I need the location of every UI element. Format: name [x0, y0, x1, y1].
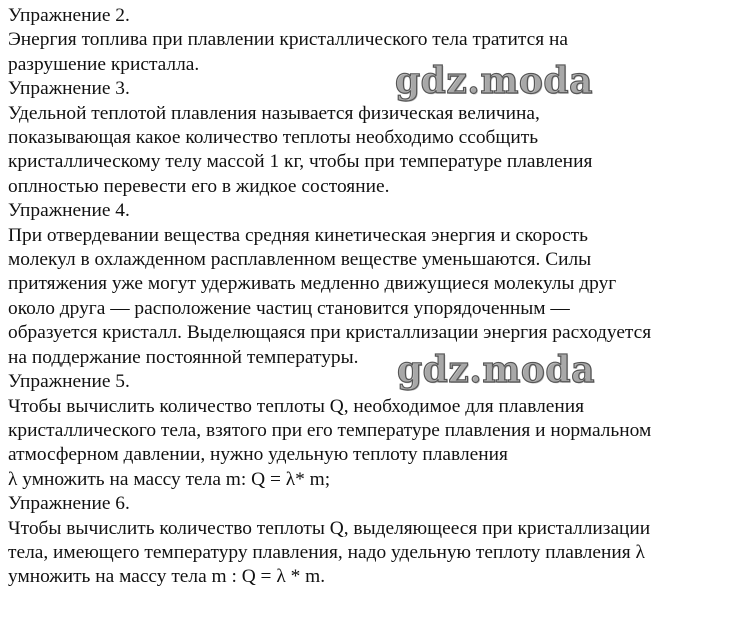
text-line: кристаллического тела, взятого при его температуре плавления и нормальном: [8, 419, 652, 441]
exercise-2-heading: Упражнение 2.: [8, 5, 130, 26]
text-line: атмосферном давлении, нужно удельную теплоту плавления: [8, 444, 508, 466]
watermark-logo: gdz.moda: [395, 60, 593, 102]
text-line: на поддержание постоянной температуры.: [8, 346, 359, 368]
document-body: [8, 4, 730, 590]
exercise-6-heading: Упражнение 6.: [8, 493, 130, 515]
text-line: Чтобы вычислить количество теплоты Q, необходимое для плавления: [8, 395, 585, 417]
exercise-4-heading: Упражнение 4.: [8, 200, 130, 222]
text-line: притяжения уже могут удерживать медленно движущиеся молекулы друг: [8, 273, 617, 295]
text-line: разрушение кристалла.: [8, 53, 200, 75]
exercise-3-heading: Упражнение 3.: [8, 78, 130, 100]
text-line: тела, имеющего температуру плавления, надо удельную теплоту плавления λ: [8, 541, 645, 563]
text-line: около друга — расположение частиц становится упорядоченным —: [8, 297, 570, 319]
text-line: Энергия топлива при плавлении кристаллического тела тратится на: [8, 29, 568, 51]
text-line: кристаллическому телу массой 1 кг, чтобы при температуре плавления: [8, 151, 593, 173]
text-line: образуется кристалл. Выделющаяся при кристаллизации энергия расходуется: [8, 322, 652, 344]
text-line: оплностью перевести его в жидкое состояние.: [8, 175, 390, 197]
formula-line: λ умножить на массу тела m: Q = λ* m;: [8, 468, 331, 490]
text-line: Удельной теплотой плавления называется физическая величина,: [8, 102, 540, 124]
text-line: При отвердевании вещества средняя кинетическая энергия и скорость: [8, 224, 589, 246]
text-line: Чтобы вычислить количество теплоты Q, выделяющееся при кристаллизации: [8, 517, 651, 539]
formula-line: умножить на массу тела m : Q = λ * m.: [8, 566, 326, 588]
text-line: показывающая какое количество теплоты необходимо ссобщить: [8, 127, 539, 149]
text-line: молекул в охлажденном расплавленном веществе уменьшаются. Силы: [8, 249, 592, 271]
watermark-logo: gdz.moda: [397, 349, 595, 391]
exercise-5-heading: Упражнение 5.: [8, 371, 130, 393]
